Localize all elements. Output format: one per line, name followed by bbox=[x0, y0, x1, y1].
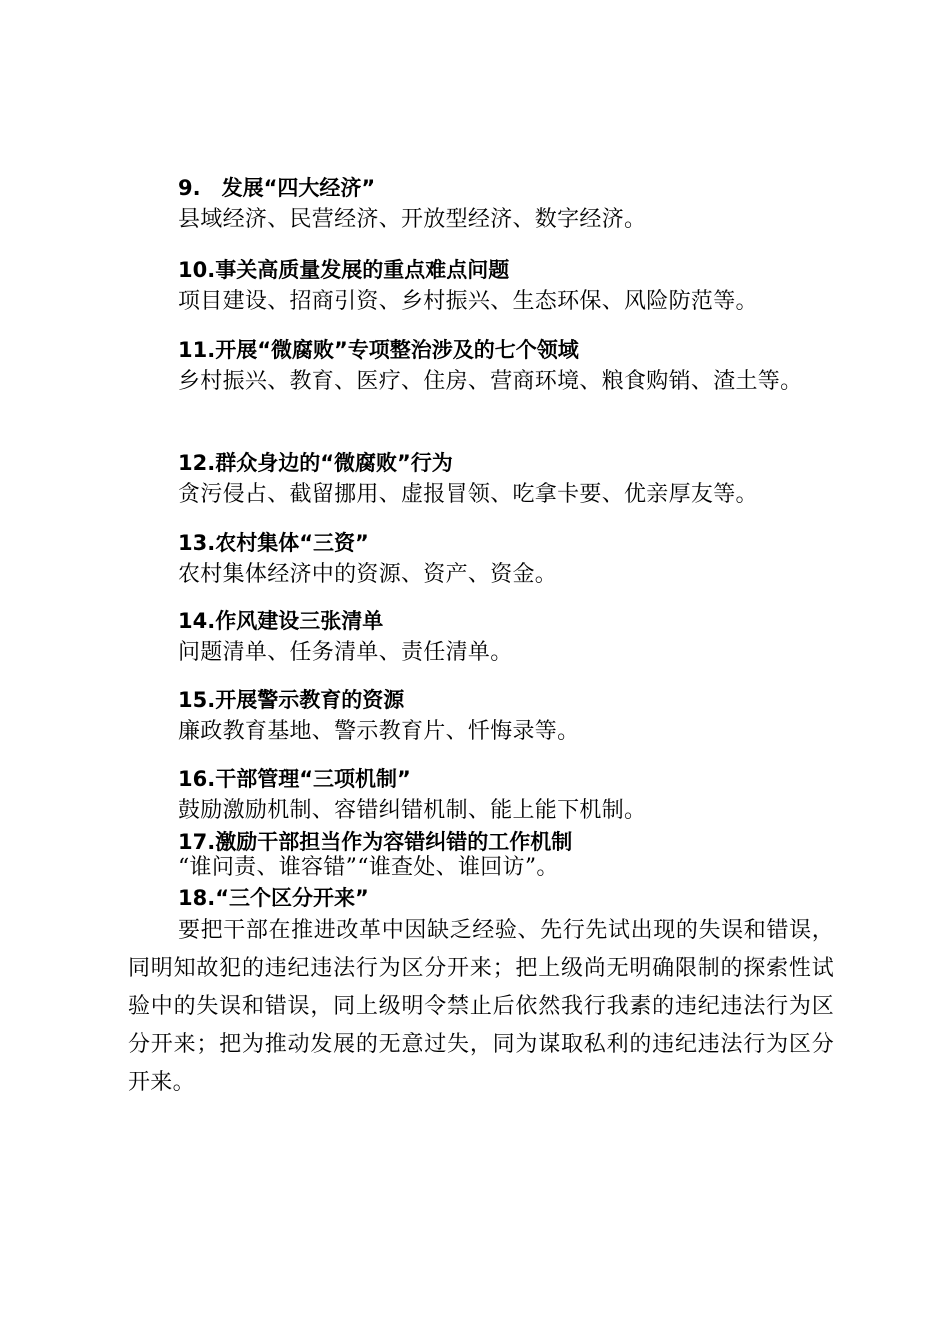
item-12 bbox=[128, 449, 834, 513]
item-heading: 12.群众身边的“微腐败”行为 bbox=[178, 451, 453, 475]
item-heading: 18.“三个区分开来” bbox=[178, 886, 369, 910]
item-16 bbox=[128, 765, 834, 829]
item-14 bbox=[128, 607, 834, 671]
item-text: 贪污侵占、截留挪用、虚报冒领、吃拿卡要、优亲厚友等。 bbox=[178, 482, 758, 507]
item-17 bbox=[128, 829, 834, 881]
item-heading: 17.激励干部担当作为容错纠错的工作机制 bbox=[178, 830, 573, 854]
item-heading: 11.开展“微腐败”专项整治涉及的七个领域 bbox=[178, 338, 579, 362]
item-text: 农村集体经济中的资源、资产、资金。 bbox=[178, 562, 558, 587]
item-11 bbox=[128, 336, 834, 400]
item-heading: 15.开展警示教育的资源 bbox=[178, 688, 405, 712]
item-text: 项目建设、招商引资、乡村振兴、生态环保、风险防范等。 bbox=[178, 289, 758, 314]
item-heading: 10.事关高质量发展的重点难点问题 bbox=[178, 258, 510, 282]
item-9 bbox=[128, 174, 834, 238]
item-text: 县域经济、民营经济、开放型经济、数字经济。 bbox=[178, 207, 647, 232]
item-text: 乡村振兴、教育、医疗、住房、营商环境、粮食购销、渣土等。 bbox=[178, 369, 803, 394]
item-text: 鼓励激励机制、容错纠错机制、能上能下机制。 bbox=[178, 798, 647, 823]
item-text: 要把干部在推进改革中因缺乏经验、先行先试出现的失误和错误，同明知故犯的违纪违法行为区分开来；把上级尚无明确限制的探索性试验中的失误和错误，同上级明令禁止后依然我行我素的违纪违法行为区分开来；把为推动发展的无意过失，同为谋取私利的违纪违法行为区分开来。 bbox=[128, 918, 834, 1095]
item-text: 廉政教育基地、警示教育片、忏悔录等。 bbox=[178, 719, 580, 744]
item-text: 问题清单、任务清单、责任清单。 bbox=[178, 640, 513, 665]
item-13 bbox=[128, 529, 834, 593]
item-heading: 16.干部管理“三项机制” bbox=[178, 767, 411, 791]
item-text: “谁问责、谁容错”“谁查处、谁回访”。 bbox=[178, 855, 559, 880]
item-heading: 14.作风建设三张清单 bbox=[178, 609, 384, 633]
item-heading: 9. 发展“四大经济” bbox=[178, 176, 376, 200]
item-15 bbox=[128, 686, 834, 750]
item-heading: 13.农村集体“三资” bbox=[178, 531, 369, 555]
item-18 bbox=[128, 884, 834, 1102]
item-10 bbox=[128, 256, 834, 320]
